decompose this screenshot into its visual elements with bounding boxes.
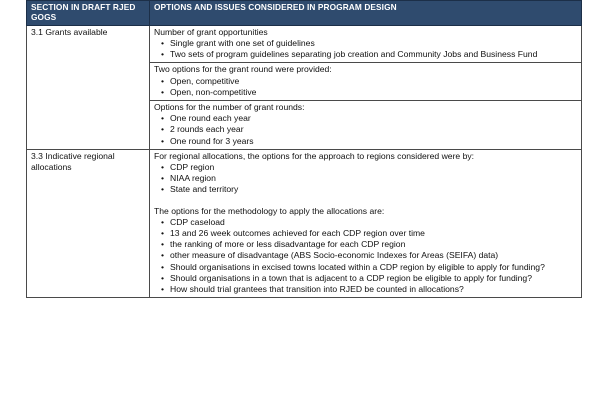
bullet-list: [154, 113, 577, 147]
list-item: • NIAA region: [170, 173, 577, 184]
bullet-list: [154, 217, 577, 295]
bullet-list: [154, 76, 577, 98]
block-intro: The options for the methodology to apply the allocations are:: [154, 205, 385, 216]
list-item: • Single grant with one set of guidelines: [170, 38, 577, 49]
bullet-list: [154, 38, 577, 60]
list-item: • Should organisations in a town that is adjacent to a CDP region be eligible to apply for funding?: [170, 273, 577, 284]
table-row: [27, 149, 582, 297]
header-options: OPTIONS AND ISSUES CONSIDERED IN PROGRAM DESIGN: [150, 1, 582, 26]
list-item: • How should trial grantees that transition into RJED be counted in allocations?: [170, 284, 577, 295]
list-item: • Open, non-competitive: [170, 87, 577, 98]
options-block-number-of-rounds: [150, 101, 582, 150]
list-item: • One round for 3 years: [170, 136, 577, 147]
list-item: • Two sets of program guidelines separating job creation and Community Jobs and Business Fund: [170, 49, 577, 60]
bullet-list: [154, 162, 577, 196]
block-intro: Two options for the grant round were provided:: [154, 64, 332, 75]
options-block-regional-allocations: [150, 149, 582, 297]
list-item: • Open, competitive: [170, 76, 577, 87]
table-header-row: [27, 1, 582, 26]
list-item: • the ranking of more or less disadvantage for each CDP region: [170, 239, 577, 250]
list-item: • 2 rounds each year: [170, 124, 577, 135]
list-item: • Should organisations in excised towns located within a CDP region by eligible to apply for funding?: [170, 262, 577, 273]
list-item: • 13 and 26 week outcomes achieved for each CDP region over time: [170, 228, 577, 239]
list-item: • other measure of disadvantage (ABS Socio-economic Indexes for Areas (SEIFA) data): [170, 250, 577, 261]
block-intro: Options for the number of grant rounds:: [154, 102, 305, 113]
section-cell-grants: 3.1 Grants available: [27, 25, 150, 149]
list-item: • One round each year: [170, 113, 577, 124]
program-design-table: [26, 0, 582, 298]
header-section: SECTION IN DRAFT RJED GOGS: [27, 1, 150, 26]
options-block-grant-opportunities: [150, 25, 582, 63]
options-block-grant-round: [150, 63, 582, 101]
table-row: [27, 25, 582, 63]
block-intro: For regional allocations, the options for the approach to regions considered were by:: [154, 150, 475, 161]
list-item: • CDP region: [170, 162, 577, 173]
section-cell-regional-allocations: 3.3 Indicative regional allocations: [27, 149, 150, 297]
list-item: • CDP caseload: [170, 217, 577, 228]
block-intro: Number of grant opportunities: [154, 26, 268, 37]
list-item: • State and territory: [170, 184, 577, 195]
paragraph-spacer: [154, 196, 577, 206]
